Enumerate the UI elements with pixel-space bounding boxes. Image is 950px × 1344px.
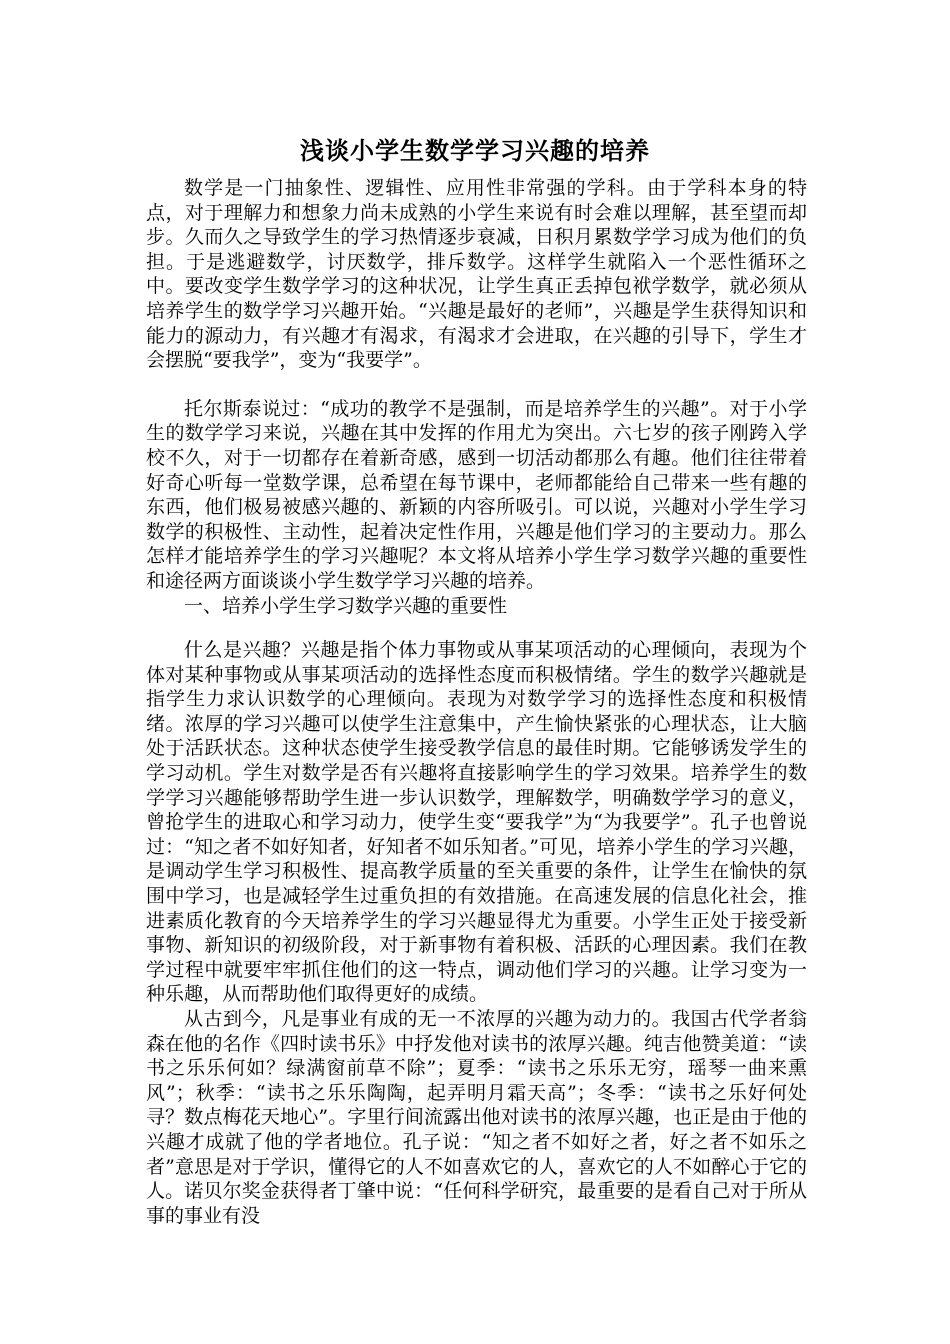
- paragraph-what-is-interest: 什么是兴趣？兴趣是指个体力事物或从事某项活动的心理倾向，表现为个体对某种事物或从事某项活动的选择性态度而积极情绪。学生的数学兴趣就是指学生力求认识数学的心理倾向。表现为对数学学习的选择性态度和积极情绪。浓厚的学习兴趣可以使学生注意集中，产生愉快紧张的心理状态，让大脑处于活跃状态。这种状态使学生接受教学信息的最佳时期。它能够诱发学生的学习动机。学生对数学是否有兴趣将直接影响学生的学习效果。培养学生的数学学习兴趣能够帮助学生进一步认识数学，理解数学，明确数学学习的意义，曾抢学生的进取心和学习动力，使学生变“要我学”为“为我要学”。孔子也曾说过：“知之者不如好知者，好知者不如乐知者。”可见，培养小学生的学习兴趣，是调动学生学习积极性、提高教学质量的至关重要的条件，让学生在愉快的氛围中学习，也是减轻学生过重负担的有效措施。在高速发展的信息化社会，推进素质化教育的今天培养学生的学习兴趣显得尤为重要。小学生正处于接受新事物、新知识的初级阶段，对于新事物有着积极、活跃的心理因素。我们在教学过程中就要牢牢抓住他们的这一特点，调动他们学习的兴趣。让学习变为一种乐趣，从而帮助他们取得更好的成绩。: [146, 639, 807, 1006]
- section-heading-importance: 一、培养小学生学习数学兴趣的重要性: [184, 594, 508, 617]
- paragraph-history: 从古到今，凡是事业有成的无一不浓厚的兴趣为动力的。我国古代学者翁森在他的名作《四时读书乐》中抒发他对读书的浓厚兴趣。纯吉他赞美道：“读书之乐乐何如？绿满窗前草不除”；夏季：“读书之乐乐无穷，瑶琴一曲来熏风”；秋季：“读书之乐乐陶陶，起弄明月霜天高”；冬季：“读书之乐好何处寻？数点梅花天地心”。字里行间流露出他对读书的浓厚兴趣，也正是由于他的兴趣才成就了他的学者地位。孔子说：“知之者不如好之者，好之者不如乐之者”意思是对于学识，懂得它的人不如喜欢它的人，喜欢它的人不如醉心于它的人。诺贝尔奖金获得者丁肇中说：“任何科学研究，最重要的是看自己对于所从事的事业有没: [146, 1008, 807, 1227]
- paragraph-intro: 数学是一门抽象性、逻辑性、应用性非常强的学科。由于学科本身的特点，对于理解力和想象力尚未成熟的小学生来说有时会难以理解，甚至望而却步。久而久之导致学生的学习热情逐步衰减，日积月累数学学习成为他们的负担。于是逃避数学，讨厌数学，排斥数学。这样学生就陷入一个恶性循环之中。要改变学生数学学习的这种状况，让学生真正丢掉包袱学数学，就必须从培养学生的数学学习兴趣开始。“兴趣是最好的老师”，兴趣是学生获得知识和能力的源动力，有兴趣才有渴求，有渴求才会进取，在兴趣的引导下，学生才会摆脱“要我学”，变为“我要学”。: [146, 177, 807, 372]
- document-title: 浅谈小学生数学学习兴趣的培养: [300, 136, 650, 165]
- paragraph-tolstoy: 托尔斯泰说过：“成功的教学不是强制，而是培养学生的兴趣”。对于小学生的数学学习来说，兴趣在其中发挥的作用尤为突出。六七岁的孩子刚跨入学校不久，对于一切都存在着新奇感，感到一切活动都那么有趣。他们往往带着好奇心听每一堂数学课，总希望在每节课中，老师都能给自己带来一些有趣的东西，他们极易被感兴趣的、新颖的内容所吸引。可以说，兴趣对小学生学习数学的积极性、主动性，起着决定性作用，兴趣是他们学习的主要动力。那么怎样才能培养学生的学习兴趣呢？本文将从培养小学生学习数学兴趣的重要性和途径两方面谈谈小学生数学学习兴趣的培养。: [146, 397, 807, 592]
- document-body: [146, 176, 807, 1228]
